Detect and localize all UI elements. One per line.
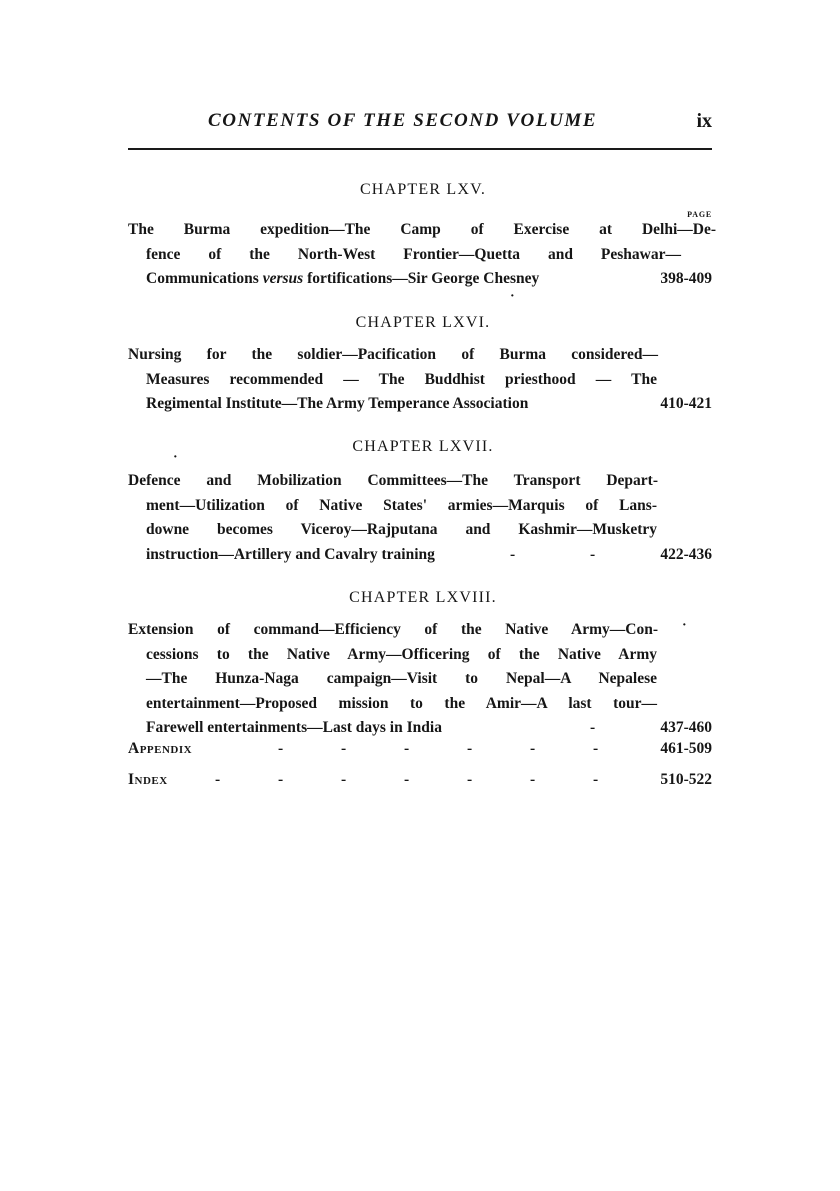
entry-line: Measures recommended — The Buddhist priesthood — The [146,370,657,388]
leader-dot: - [530,771,536,788]
entry-line: The Burma expedition—The Camp of Exercise at Delhi—De- [128,221,716,238]
page-range: 422-436 [660,545,712,563]
entry-text: Regimental Institute—The Army Temperance Association [146,395,529,412]
leader-dot: - [530,740,536,757]
leader-dot: - [593,740,599,757]
chapter-entry [128,618,716,741]
print-speck: · [173,450,178,465]
entry-text: Communications versus fortifications—Sir George Chesney [146,270,540,287]
page-range: 410-421 [660,395,712,412]
appendix-label: Appendix [128,740,193,757]
page-column-label: PAGE [687,210,712,219]
leader-dot: - [593,771,599,788]
entry-line: ment—Utilization of Native States' armies—Marquis of Lans- [146,496,657,514]
leader-dot: - [404,740,410,757]
entry-line: Defence and Mobilization Committees—The Transport Depart- [128,472,658,489]
page-number: ix [696,110,712,132]
entry-line [128,543,716,568]
entry-line: Extension of command—Efficiency of the Native Army—Con- [128,621,658,638]
chapter-entry [128,469,716,567]
index-label: Index [128,771,168,788]
entry-line: entertainment—Proposed mission to the Amir—A last tour— [146,694,657,712]
leader-dot: - [467,771,473,788]
chapter-title: CHAPTER LXVII. [352,438,494,455]
entry-text: Farewell entertainments—Last days in India [146,719,442,736]
page-range: 510-522 [660,771,712,788]
chapter-entry [128,343,716,417]
print-speck: · [510,289,515,304]
running-title: CONTENTS OF THE SECOND VOLUME [208,110,598,131]
entry-line: —The Hunza-Naga campaign—Visit to Nepal—A Nepalese [146,670,657,687]
chapter-title: CHAPTER LXV. [359,181,487,198]
index-entry [128,771,716,795]
chapter-entry [128,218,716,292]
leader-dot: - [590,719,596,736]
leader-dot: - [278,740,284,757]
leader-dot: - [341,771,347,788]
page-range: 437-460 [660,719,712,736]
page-range: 461-509 [660,740,712,757]
chapter-title: CHAPTER LXVI. [355,314,491,331]
print-speck: · [682,618,687,633]
entry-line: Nursing for the soldier—Pacification of Burma considered— [128,346,658,363]
page-range: 398-409 [660,270,712,287]
running-head [128,110,712,138]
chapter-title: CHAPTER LXVIII. [349,589,497,606]
entry-line [128,267,716,292]
leader-dot: - [510,545,516,563]
leader-dot: - [278,771,284,788]
appendix-entry [128,740,716,764]
header-rule [128,148,712,150]
leader-dot: - [467,740,473,757]
leader-dot: - [341,740,347,757]
entry-line: cessions to the Native Army—Officering of the Native Army [146,645,657,663]
entry-line: downe becomes Viceroy—Rajputana and Kashmir—Musketry [146,521,657,538]
leader-dot: - [590,545,596,563]
entry-line: fence of the North-West Frontier—Quetta and Peshawar— [146,245,681,263]
leader-dot: - [404,771,410,788]
italic-word: versus [262,270,304,287]
entry-line [128,392,716,417]
entry-line [128,716,716,741]
leader-dot: - [215,771,221,788]
entry-text: instruction—Artillery and Cavalry training [146,545,435,563]
